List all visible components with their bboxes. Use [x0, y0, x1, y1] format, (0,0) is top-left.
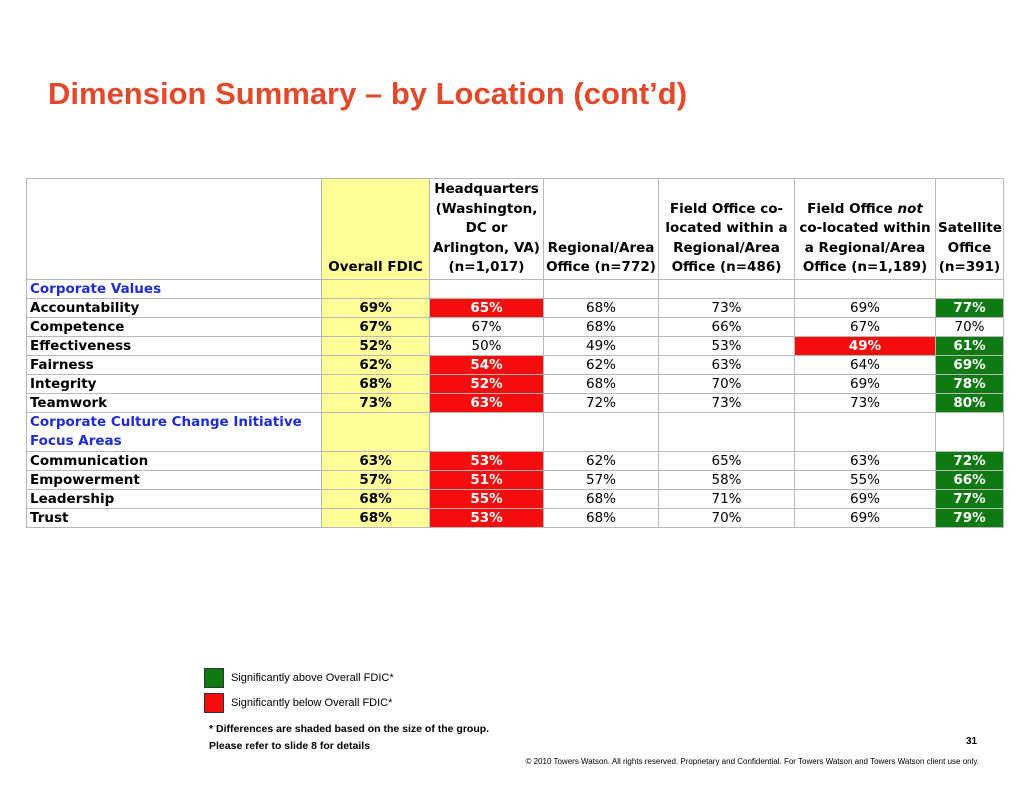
value-cell: 66% [936, 470, 1004, 489]
value-cell: 79% [936, 508, 1004, 527]
header-regional-area-office: Regional/Area Office (n=772) [544, 179, 659, 280]
value-cell: 57% [322, 470, 430, 489]
row-label: Fairness [27, 355, 322, 374]
value-cell: 72% [936, 451, 1004, 470]
table-row [27, 298, 1004, 317]
header-field-office-not-colocated-part-2: co-located within a Regional/Area Office (n=1,189) [799, 220, 931, 275]
value-cell: 67% [795, 317, 936, 336]
value-cell: 77% [936, 489, 1004, 508]
table-row [27, 489, 1004, 508]
row-label: Integrity [27, 374, 322, 393]
row-label: Effectiveness [27, 336, 322, 355]
empty-cell [936, 412, 1004, 451]
value-cell: 73% [659, 298, 795, 317]
value-cell: 69% [795, 298, 936, 317]
legend-below-label: Significantly below Overall FDIC* [231, 697, 393, 709]
value-cell: 49% [795, 336, 936, 355]
value-cell: 53% [430, 508, 544, 527]
empty-cell [795, 279, 936, 298]
value-cell: 73% [659, 393, 795, 412]
header-field-office-not-colocated-part-1: Field Office [807, 200, 898, 217]
value-cell: 65% [430, 298, 544, 317]
header-field-office-colocated: Field Office co-located within a Regional/Area Office (n=486) [659, 179, 795, 280]
value-cell: 55% [795, 470, 936, 489]
value-cell: 68% [544, 317, 659, 336]
legend-above-label: Significantly above Overall FDIC* [231, 672, 394, 684]
empty-cell [322, 279, 430, 298]
value-cell: 67% [430, 317, 544, 336]
table-body [27, 279, 1004, 527]
header-overall-fdic: Overall FDIC [322, 179, 430, 280]
row-label: Teamwork [27, 393, 322, 412]
legend-below-swatch [204, 693, 224, 713]
value-cell: 63% [322, 451, 430, 470]
value-cell: 53% [430, 451, 544, 470]
empty-cell [659, 412, 795, 451]
table-row [27, 508, 1004, 527]
dimension-summary-table [26, 178, 1004, 528]
value-cell: 57% [544, 470, 659, 489]
value-cell: 71% [659, 489, 795, 508]
value-cell: 63% [659, 355, 795, 374]
value-cell: 62% [322, 355, 430, 374]
value-cell: 65% [659, 451, 795, 470]
empty-cell [430, 412, 544, 451]
header-field-office-not-emphasis: not [897, 200, 923, 217]
value-cell: 68% [544, 489, 659, 508]
header-dimension [27, 179, 322, 280]
value-cell: 50% [430, 336, 544, 355]
value-cell: 52% [430, 374, 544, 393]
value-cell: 49% [544, 336, 659, 355]
value-cell: 68% [322, 489, 430, 508]
table-row [27, 374, 1004, 393]
value-cell: 62% [544, 355, 659, 374]
value-cell: 68% [544, 374, 659, 393]
page-number: 31 [966, 736, 978, 747]
value-cell: 68% [544, 508, 659, 527]
value-cell: 61% [936, 336, 1004, 355]
table-row [27, 451, 1004, 470]
empty-cell [659, 279, 795, 298]
header-field-office-not-colocated [795, 179, 936, 280]
value-cell: 64% [795, 355, 936, 374]
value-cell: 73% [322, 393, 430, 412]
value-cell: 72% [544, 393, 659, 412]
empty-cell [322, 412, 430, 451]
value-cell: 69% [795, 508, 936, 527]
value-cell: 68% [322, 508, 430, 527]
value-cell: 70% [659, 508, 795, 527]
section-row [27, 412, 1004, 451]
value-cell: 73% [795, 393, 936, 412]
row-label: Communication [27, 451, 322, 470]
value-cell: 68% [544, 298, 659, 317]
table-header-row [27, 179, 1004, 280]
empty-cell [544, 412, 659, 451]
empty-cell [544, 279, 659, 298]
empty-cell [430, 279, 544, 298]
value-cell: 70% [936, 317, 1004, 336]
section-label: Corporate Values [27, 279, 322, 298]
value-cell: 69% [795, 374, 936, 393]
value-cell: 66% [659, 317, 795, 336]
value-cell: 53% [659, 336, 795, 355]
table-row [27, 393, 1004, 412]
section-label: Corporate Culture Change Initiative Focus Areas [27, 412, 322, 451]
row-label: Accountability [27, 298, 322, 317]
value-cell: 63% [795, 451, 936, 470]
value-cell: 80% [936, 393, 1004, 412]
value-cell: 77% [936, 298, 1004, 317]
header-satellite-office: Satellite Office (n=391) [936, 179, 1004, 280]
value-cell: 69% [936, 355, 1004, 374]
empty-cell [936, 279, 1004, 298]
footnote [209, 721, 489, 755]
value-cell: 55% [430, 489, 544, 508]
section-row [27, 279, 1004, 298]
footnote-line-2: Please refer to slide 8 for details [209, 740, 371, 752]
value-cell: 52% [322, 336, 430, 355]
empty-cell [795, 412, 936, 451]
value-cell: 67% [322, 317, 430, 336]
table-row [27, 317, 1004, 336]
row-label: Empowerment [27, 470, 322, 489]
value-cell: 54% [430, 355, 544, 374]
value-cell: 63% [430, 393, 544, 412]
table-row [27, 355, 1004, 374]
value-cell: 70% [659, 374, 795, 393]
row-label: Trust [27, 508, 322, 527]
row-label: Leadership [27, 489, 322, 508]
value-cell: 62% [544, 451, 659, 470]
copyright-notice: © 2010 Towers Watson. All rights reserved. Proprietary and Confidential. For Towers Watson and Towers Watson client use only. [525, 757, 979, 766]
value-cell: 69% [795, 489, 936, 508]
value-cell: 69% [322, 298, 430, 317]
value-cell: 51% [430, 470, 544, 489]
value-cell: 78% [936, 374, 1004, 393]
footnote-line-1: * Differences are shaded based on the size of the group. [209, 723, 490, 735]
legend-above-swatch [204, 668, 224, 688]
table-row [27, 336, 1004, 355]
row-label: Competence [27, 317, 322, 336]
header-headquarters: Headquarters (Washington, DC or Arlington, VA) (n=1,017) [430, 179, 544, 280]
table-row [27, 470, 1004, 489]
value-cell: 68% [322, 374, 430, 393]
value-cell: 58% [659, 470, 795, 489]
page-title: Dimension Summary – by Location (cont’d) [48, 76, 688, 111]
